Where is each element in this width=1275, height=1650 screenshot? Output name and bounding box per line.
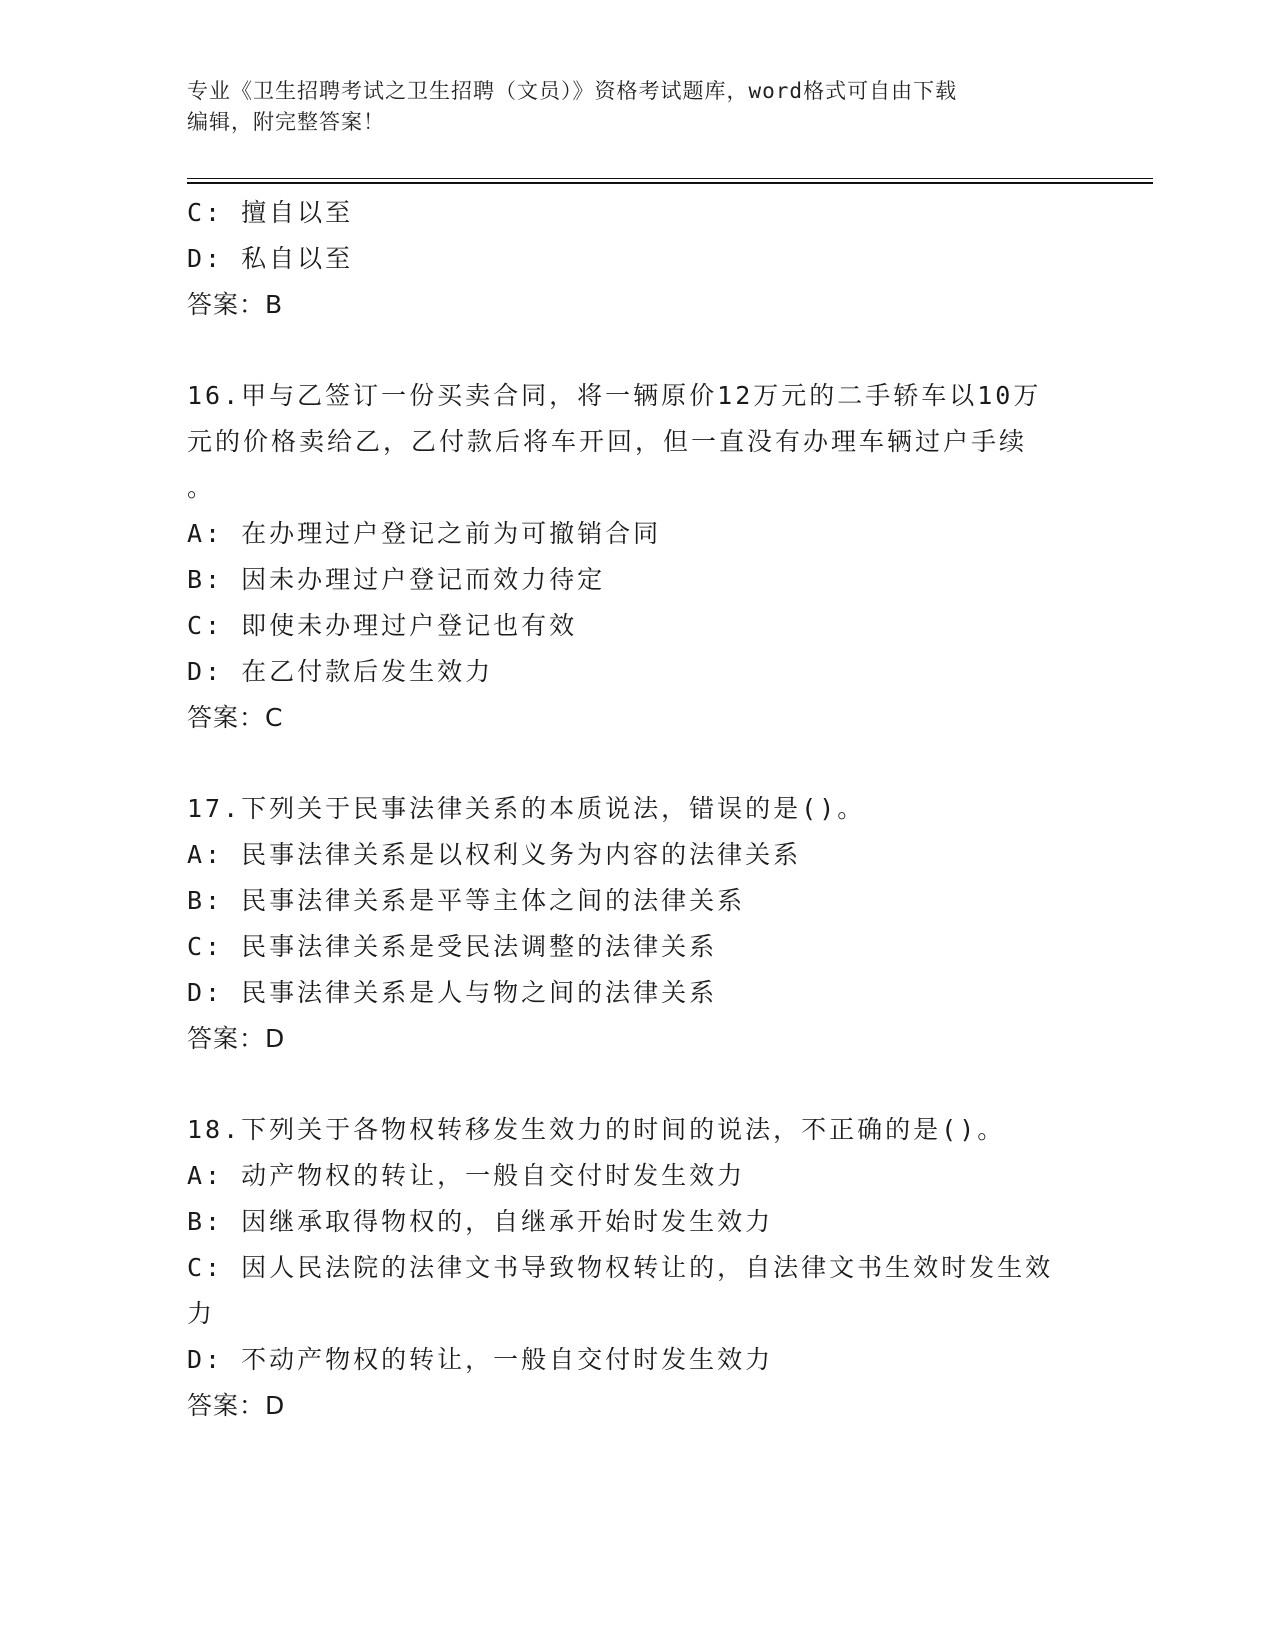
question-16 bbox=[187, 373, 1087, 741]
question-stem-line-3: 。 bbox=[187, 473, 216, 502]
option-d: D: 在乙付款后发生效力 bbox=[187, 657, 494, 686]
answer: 答案：B bbox=[187, 290, 284, 319]
option-d: D: 不动产物权的转让，一般自交付时发生效力 bbox=[187, 1345, 774, 1374]
answer: 答案：D bbox=[187, 1024, 286, 1053]
option-a: A: 在办理过户登记之前为可撤销合同 bbox=[187, 519, 662, 548]
question-stem: 18.下列关于各物权转移发生效力的时间的说法，不正确的是()。 bbox=[187, 1115, 1006, 1144]
option-c-line-1: C: 因人民法院的法律文书导致物权转让的，自法律文书生效时发生效 bbox=[187, 1253, 1054, 1282]
option-b: B: 因继承取得物权的，自继承开始时发生效力 bbox=[187, 1207, 774, 1236]
header-line-1: 专业《卫生招聘考试之卫生招聘（文员）》资格考试题库，word格式可自由下载 bbox=[187, 79, 958, 103]
spacer bbox=[187, 1062, 1087, 1107]
question-stem: 17.下列关于民事法律关系的本质说法，错误的是()。 bbox=[187, 794, 866, 823]
option-b: B: 因未办理过户登记而效力待定 bbox=[187, 565, 606, 594]
question-stem-line-1: 16.甲与乙签订一份买卖合同，将一辆原价12万元的二手轿车以10万 bbox=[187, 381, 1042, 410]
header-rule-thin bbox=[187, 178, 1153, 179]
question-15-tail bbox=[187, 190, 1087, 328]
header-line-2: 编辑，附完整答案！ bbox=[187, 110, 385, 134]
option-d: D: 私自以至 bbox=[187, 244, 354, 273]
option-a: A: 民事法律关系是以权利义务为内容的法律关系 bbox=[187, 840, 802, 869]
option-c: C: 民事法律关系是受民法调整的法律关系 bbox=[187, 932, 718, 961]
question-content bbox=[187, 190, 1087, 1429]
option-a: A: 动产物权的转让，一般自交付时发生效力 bbox=[187, 1161, 746, 1190]
answer: 答案：C bbox=[187, 703, 284, 732]
answer: 答案：D bbox=[187, 1391, 286, 1420]
header-rule-thick bbox=[187, 182, 1153, 184]
question-stem-line-2: 元的价格卖给乙，乙付款后将车开回，但一直没有办理车辆过户手续 bbox=[187, 427, 1028, 456]
option-b: B: 民事法律关系是平等主体之间的法律关系 bbox=[187, 886, 746, 915]
document-header bbox=[187, 76, 1087, 138]
option-c-line-2: 力 bbox=[187, 1299, 216, 1328]
option-c: C: 即使未办理过户登记也有效 bbox=[187, 611, 578, 640]
question-18 bbox=[187, 1107, 1087, 1429]
option-d: D: 民事法律关系是人与物之间的法律关系 bbox=[187, 978, 718, 1007]
spacer bbox=[187, 328, 1087, 373]
option-c: C: 擅自以至 bbox=[187, 198, 354, 227]
question-17 bbox=[187, 786, 1087, 1062]
spacer bbox=[187, 741, 1087, 786]
